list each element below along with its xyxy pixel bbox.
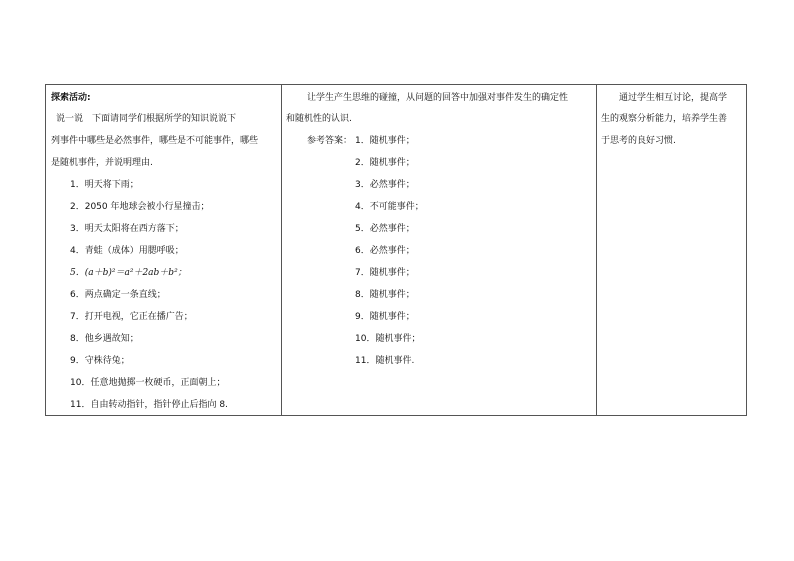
answer-item-4: 4．不可能事件； <box>355 202 424 212</box>
event-item-7: 7．打开电视，它正在播广告； <box>70 312 193 322</box>
goal-column <box>597 85 746 415</box>
goal-line-1: 通过学生相互讨论，提高学 <box>619 93 728 103</box>
lesson-table <box>45 84 747 416</box>
event-item-1: 1．明天将下雨； <box>70 180 139 190</box>
purpose-line-2: 和随机性的认识. <box>286 114 352 124</box>
activity-heading: 探索活动: <box>51 93 91 103</box>
event-item-3: 3．明天太阳将在西方落下； <box>70 224 184 234</box>
answer-item-11: 11．随机事件. <box>355 356 415 366</box>
answer-item-3: 3．必然事件； <box>355 180 415 190</box>
activity-column <box>46 85 282 415</box>
answer-item-8: 8．随机事件； <box>355 290 415 300</box>
event-item-5: 5．(a＋b)²＝a²＋2ab＋b²； <box>70 268 187 278</box>
answer-item-10: 10．随机事件； <box>355 334 421 344</box>
intro-line-1: 说一说 下面请同学们根据所学的知识说说下 <box>56 114 237 124</box>
purpose-line-1: 让学生产生思维的碰撞，从问题的回答中加强对事件发生的确定性 <box>307 93 569 103</box>
event-item-8: 8．他乡遇故知； <box>70 334 139 344</box>
goal-line-2: 生的观察分析能力，培养学生善 <box>601 114 728 124</box>
purpose-column <box>282 85 597 415</box>
goal-line-3: 于思考的良好习惯. <box>601 136 676 146</box>
answer-item-9: 9．随机事件； <box>355 312 415 322</box>
intro-line-3: 是随机事件，并说明理由. <box>51 158 153 168</box>
answer-label: 参考答案： <box>307 136 353 146</box>
event-item-6: 6．两点确定一条直线； <box>70 290 166 300</box>
event-item-11: 11．自由转动指针，指针停止后指向 8. <box>70 400 228 410</box>
event-item-4: 4．青蛙（成体）用腮呼吸； <box>70 246 184 256</box>
answer-item-5: 5．必然事件； <box>355 224 415 234</box>
event-item-2: 2．2050 年地球会被小行星撞击； <box>70 202 210 212</box>
event-item-9: 9．守株待兔； <box>70 356 130 366</box>
intro-line-2: 列事件中哪些是必然事件，哪些是不可能事件，哪些 <box>51 136 259 146</box>
answer-item-6: 6．必然事件； <box>355 246 415 256</box>
event-item-10: 10．任意地抛掷一枚硬币，正面朝上； <box>70 378 226 388</box>
answer-item-1: 1．随机事件； <box>355 136 415 146</box>
answer-item-2: 2．随机事件； <box>355 158 415 168</box>
answer-item-7: 7．随机事件； <box>355 268 415 278</box>
